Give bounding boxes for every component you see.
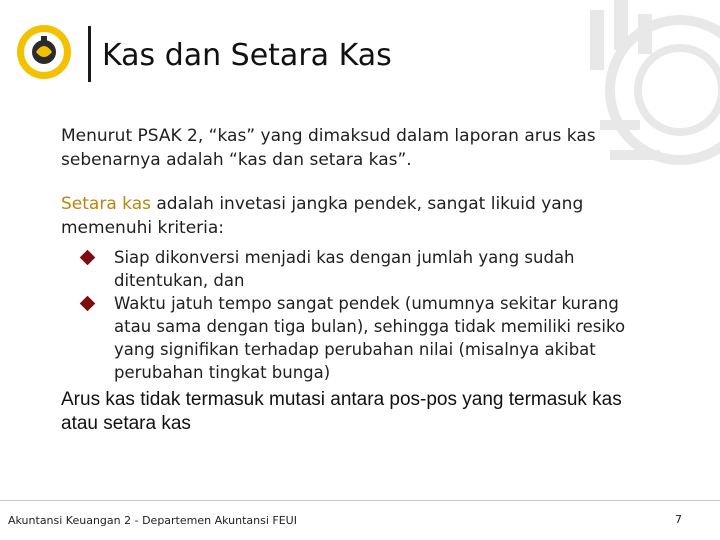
list-item	[61, 246, 649, 292]
cash-flow-note: Arus kas tidak termasuk mutasi antara pos-pos yang termasuk kas atau setara kas	[61, 389, 622, 434]
page-number: 7	[675, 513, 682, 526]
paragraph-setara-kas	[61, 192, 661, 240]
criteria-text: Siap dikonversi menjadi kas dengan jumlah yang sudah ditentukan, dan	[114, 248, 575, 290]
criteria-list	[61, 246, 661, 384]
footer-text: Akuntansi Keuangan 2 - Departemen Akuntansi FEUI	[8, 514, 297, 527]
paragraph-kas-definition: Menurut PSAK 2, “kas” yang dimaksud dalam laporan arus kas sebenarnya adalah “kas dan setara kas”.	[61, 126, 596, 170]
slide-title: Kas dan Setara Kas	[102, 38, 392, 73]
setara-kas-highlight: Setara kas	[61, 194, 151, 214]
diamond-bullet-icon	[80, 296, 96, 312]
criteria-text: Waktu jatuh tempo sangat pendek (umumnya sekitar kurang atau sama dengan tiga bulan), sehingga tidak memiliki resiko yang signifikan terhadap perubahan nilai (misalnya akibat perubahan tingkat bunga)	[114, 294, 626, 382]
footer-divider	[0, 500, 720, 501]
title-divider	[88, 26, 91, 82]
setara-kas-rest: adalah invetasi jangka pendek, sangat likuid yang memenuhi kriteria:	[61, 194, 584, 238]
diamond-bullet-icon	[80, 250, 96, 266]
slide-content	[61, 124, 661, 436]
university-logo-icon	[14, 22, 74, 82]
list-item	[61, 292, 649, 384]
